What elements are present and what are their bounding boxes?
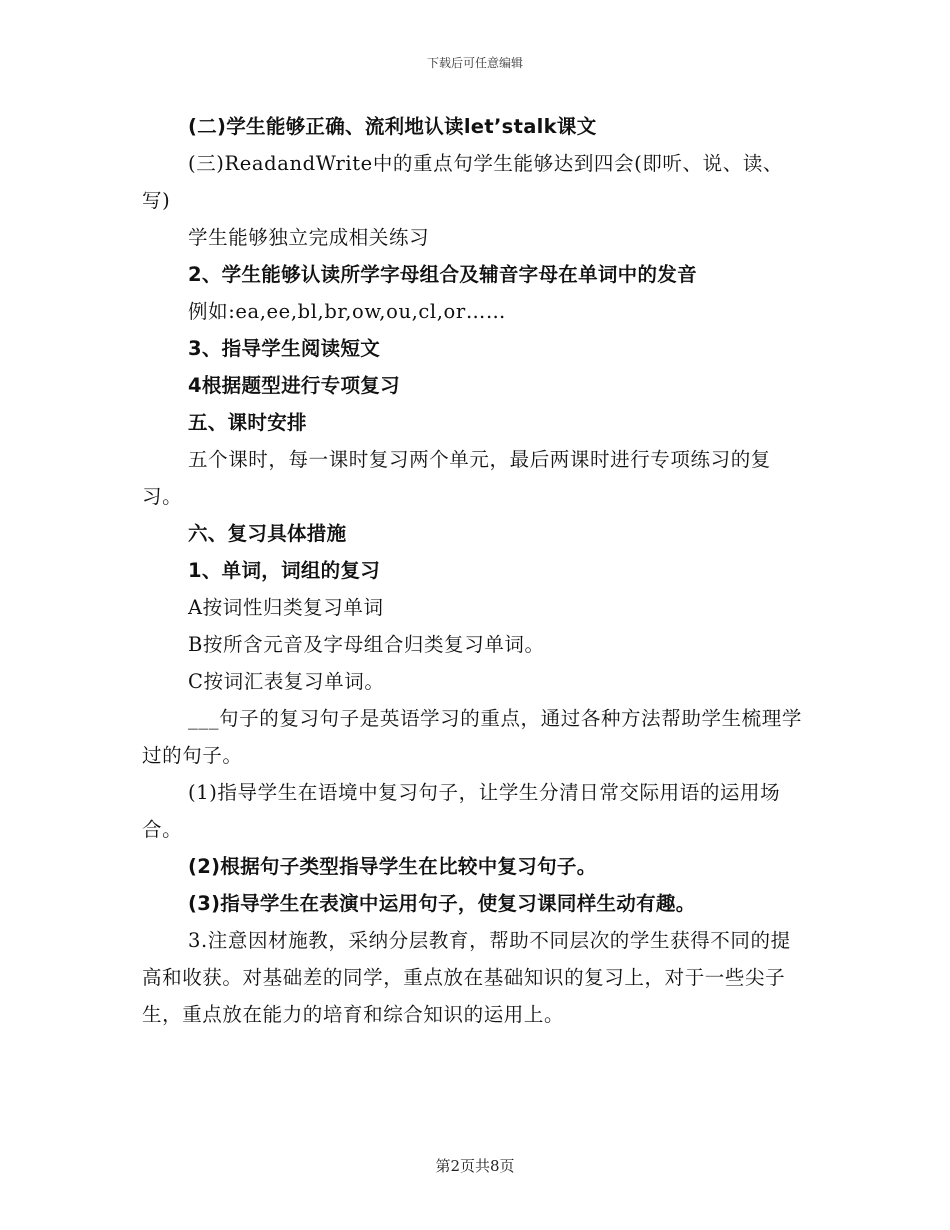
- paragraph-13: B按所含元音及字母组合归类复习单词。: [188, 633, 545, 656]
- section-heading-6: 六、复习具体措施: [188, 522, 347, 545]
- paragraph-17: (2)根据句子类型指导学生在比较中复习句子。: [188, 855, 597, 878]
- paragraph-9: 五个课时，每一课时复习两个单元，最后两课时进行专项练习的复习。: [142, 448, 771, 508]
- paragraph-7: 4根据题型进行专项复习: [188, 374, 400, 397]
- paragraph-14: C按词汇表复习单词。: [188, 670, 385, 693]
- paragraph-1: (二)学生能够正确、流利地认读let’stalk课文: [188, 115, 597, 138]
- paragraph-15: ___句子的复习句子是英语学习的重点，通过各种方法帮助学生梳理学过的句子。: [142, 707, 802, 767]
- paragraph-5: 例如:ea,ee,bl,br,ow,ou,cl,or……: [188, 300, 507, 323]
- page-footer: 第2页共8页: [435, 1157, 515, 1175]
- paragraph-2: (三)ReadandWrite中的重点句学生能够达到四会(即听、说、读、写): [142, 152, 784, 212]
- paragraph-16: (1)指导学生在语境中复习句子，让学生分清日常交际用语的运用场合。: [142, 781, 781, 841]
- document-body: [142, 108, 810, 1033]
- paragraph-12: A按词性归类复习单词: [188, 596, 384, 619]
- page-header: 下载后可任意编辑: [426, 56, 523, 70]
- paragraph-18: (3)指导学生在表演中运用句子，使复习课同样生动有趣。: [188, 892, 696, 915]
- paragraph-3: 学生能够独立完成相关练习: [188, 226, 430, 249]
- paragraph-11: 1、单词，词组的复习: [188, 559, 381, 582]
- paragraph-6: 3、指导学生阅读短文: [188, 337, 381, 360]
- paragraph-19: 3.注意因材施教，采纳分层教育，帮助不同层次的学生获得不同的提高和收获。对基础差的同学，重点放在基础知识的复习上，对于一些尖子生，重点放在能力的培育和综合知识的运用上。: [142, 929, 791, 1026]
- paragraph-4: 2、学生能够认读所学字母组合及辅音字母在单词中的发音: [188, 263, 697, 286]
- section-heading-5: 五、课时安排: [188, 411, 307, 434]
